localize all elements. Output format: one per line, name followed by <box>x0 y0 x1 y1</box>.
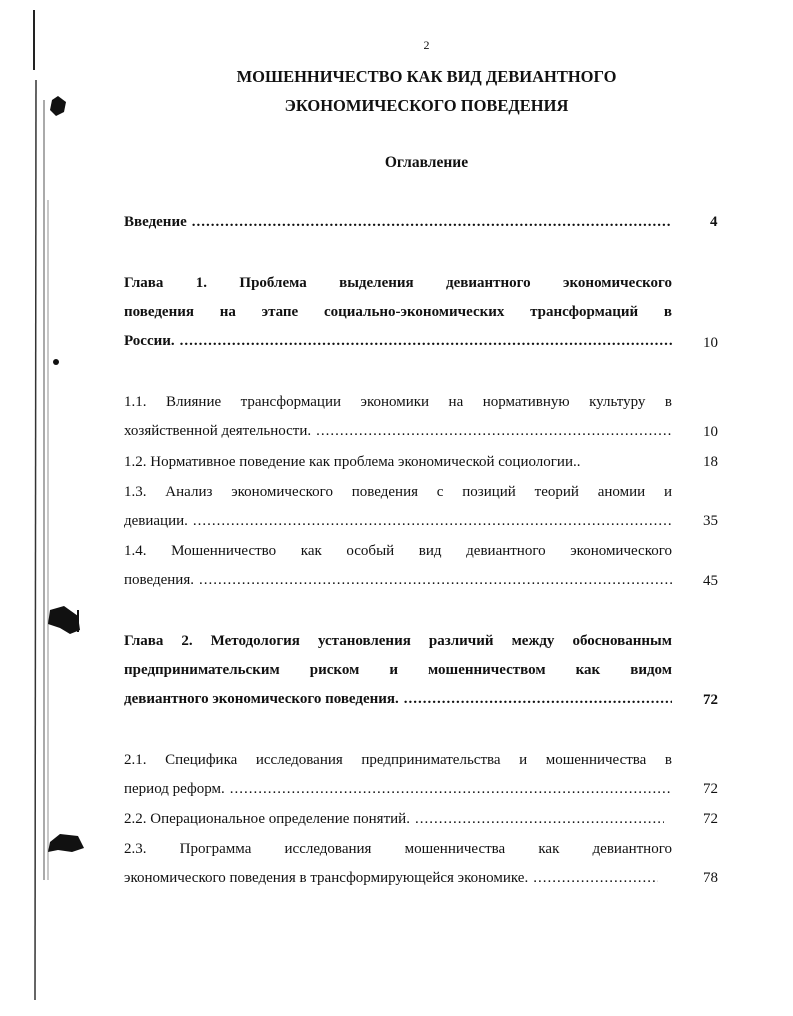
toc-page-section-2-3: 78 <box>703 870 718 886</box>
toc-entry-chapter-2[interactable]: Глава 2. Методология установления различий между обоснованным предпринимательским риском и мошенничеством как видом девиантного экономического поведения. ..... <box>124 627 672 714</box>
ink-blot <box>48 606 80 634</box>
toc-page-section-2-2: 72 <box>703 811 718 827</box>
ink-blot <box>50 96 66 116</box>
toc-heading: Оглавление <box>384 154 469 171</box>
toc-page-section-1-3: 35 <box>703 513 718 529</box>
toc-entry-section-1-4[interactable]: 1.4. Мошенничество как особый вид девиантного экономического поведения. ..... <box>124 537 672 595</box>
page-number: 2 <box>423 38 430 52</box>
toc-page-introduction: 4 <box>710 214 718 230</box>
title-line-2: ЭКОНОМИЧЕСКОГО ПОВЕДЕНИЯ <box>284 96 569 115</box>
toc-page-section-2-1: 72 <box>703 781 718 797</box>
scan-artifacts <box>0 0 120 1016</box>
toc-entry-section-2-3[interactable]: 2.3. Программа исследования мошенничества как девиантного экономического поведения в трансформирующейся экономике. ..... <box>124 835 672 893</box>
toc-page-chapter-2: 72 <box>703 692 718 708</box>
toc-entry-section-2-2[interactable]: 2.2. Операциональное определение понятий. ..... <box>124 805 664 834</box>
toc-entry-section-1-1[interactable]: 1.1. Влияние трансформации экономики на нормативную культуру в хозяйственной деятельности. ..... <box>124 388 672 446</box>
title-line-1: МОШЕННИЧЕСТВО КАК ВИД ДЕВИАНТНОГО <box>236 67 617 86</box>
toc-entry-section-1-2[interactable]: 1.2. Нормативное поведение как проблема экономической социологии.. <box>124 454 581 470</box>
ink-blot <box>48 834 84 852</box>
document-title <box>200 62 653 120</box>
toc-entry-chapter-1[interactable]: Глава 1. Проблема выделения девиантного экономического поведения на этапе социально-экономических трансформаций в России. ..... <box>124 269 672 356</box>
toc-entry-introduction[interactable]: Введение ..... <box>124 208 672 237</box>
toc-entry-section-2-1[interactable]: 2.1. Специфика исследования предпринимательства и мошенничества в период реформ. ..... <box>124 746 672 804</box>
toc-page-chapter-1: 10 <box>703 335 718 351</box>
toc-page-section-1-1: 10 <box>703 424 718 440</box>
toc-page-section-1-2: 18 <box>703 454 718 470</box>
toc-page-section-1-4: 45 <box>703 573 718 589</box>
toc-entry-section-1-3[interactable]: 1.3. Анализ экономического поведения с позиций теорий аномии и девиации. ..... <box>124 478 672 536</box>
